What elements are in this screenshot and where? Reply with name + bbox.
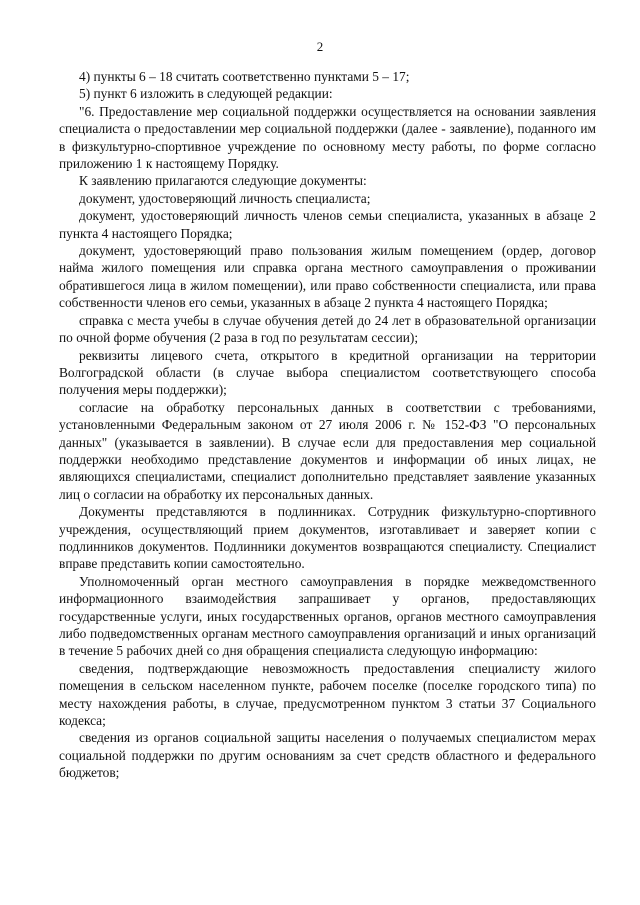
- paragraph-item-4: 4) пункты 6 – 18 считать соответственно пунктами 5 – 17;: [79, 69, 410, 84]
- paragraph-identity-document: документ, удостоверяющий личность специалиста;: [79, 190, 371, 206]
- paragraph-clause-6: "6. Предоставление мер социальной поддержки осуществляется на основании заявления специалиста о предоставлении мер социальной поддержки (далее - заявление), поданного им в физкультурно-спортивное учреждение по основному месту работы, по форме согласно приложению 1 к настоящему Порядку.: [59, 103, 596, 172]
- document-body: [59, 68, 596, 782]
- paragraph-study-certificate: справка с места учебы в случае обучения детей до 24 лет в образовательной организации по очной форме обучения (2 раза в год по результатам сессии);: [59, 312, 596, 346]
- paragraph-originals-and-copies: Документы представляются в подлинниках. Сотрудник физкультурно-спортивного учреждения, осуществляющий прием документов, изготавливает и заверяет копии с подлинников документов. Подлинники документов возвращаются специалисту. Специалист вправе представить копии самостоятельно.: [59, 504, 596, 572]
- paragraph-bank-account-details: реквизиты лицевого счета, открытого в кредитной организации на территории Волгоградской области (в случае выбора специалистом соответствующего способа получения меры поддержки);: [59, 347, 596, 398]
- paragraph-housing-right-document: документ, удостоверяющий право пользования жилым помещением (ордер, договор найма жилого помещения или справка органа местного самоуправления о проживании обратившегося лица в жилом помещении), или право собственности специалиста, или права собственности членов его семьи, указанных в абзаце 2 пункта 4 настоящего Порядка;: [59, 243, 596, 311]
- paragraph-housing-impossibility-info: сведения, подтверждающие невозможность предоставления специалисту жилого помещения в сельском населенном пункте, рабочем поселке (поселке городского типа) по месту нахождения работы, в случае, предусмотренном пунктом 3 статьи 37 Социального кодекса;: [59, 660, 596, 729]
- paragraph-social-protection-info: сведения из органов социальной защиты населения о получаемых специалистом мерах социальной поддержки по другим основаниям за счет средств областного и федерального бюджетов;: [59, 730, 596, 781]
- paragraph-family-identity-document: документ, удостоверяющий личность членов семьи специалиста, указанных в абзаце 2 пункта 4 настоящего Порядка;: [59, 208, 596, 241]
- page-number: 2: [316, 39, 324, 54]
- paragraph-interagency-request: Уполномоченный орган местного самоуправления в порядке межведомственного информационного взаимодействия запрашивает у органов, предоставляющих государственные услуги, иных государственных органов, органов местного самоуправления либо подведомственных органам местного самоуправления организаций и иных организаций в течение 5 рабочих дней со дня обращения специалиста следующую информацию:: [59, 573, 596, 659]
- paragraph-personal-data-consent: согласие на обработку персональных данных в соответствии с требованиями, установленными Федеральным законом от 27 июля 2006 г. № 152-ФЗ "О персональных данных" (указывается в заявлении). В случае если для предоставления мер социальной поддержки необходимо представление документов и информации об иных лицах, не являющихся специалистами, специалист дополнительно представляет заявление указанных лиц о согласии на обработку их персональных данных.: [59, 399, 596, 502]
- paragraph-attachments-intro: К заявлению прилагаются следующие документы:: [79, 173, 367, 189]
- paragraph-item-5: 5) пункт 6 изложить в следующей редакции:: [79, 86, 333, 102]
